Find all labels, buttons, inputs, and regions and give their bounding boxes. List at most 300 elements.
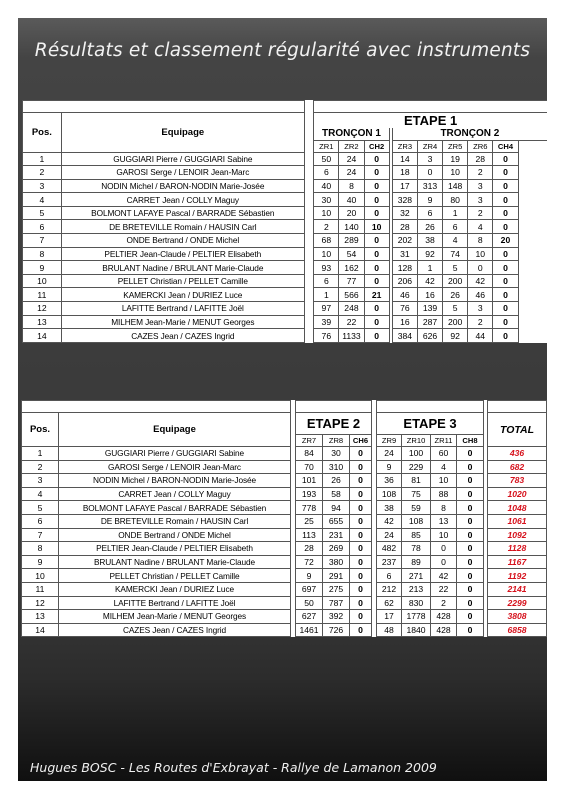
score-cell: 0 <box>364 179 389 193</box>
team-cell: GAROSI Serge / LENOIR Jean-Marc <box>61 166 304 180</box>
score-cell: 92 <box>443 329 468 343</box>
team-cell: BRULANT Nadine / BRULANT Marie-Claude <box>59 555 291 569</box>
score-cell: 0 <box>457 528 484 542</box>
score-cell: 6 <box>417 206 442 220</box>
total-cell: 2299 <box>488 596 547 610</box>
score-cell: 50 <box>314 152 339 166</box>
score-cell: 0 <box>350 514 372 528</box>
score-cell: 0 <box>493 152 518 166</box>
table-row <box>23 329 548 343</box>
score-cell: 0 <box>350 582 372 596</box>
score-cell: 4 <box>443 234 468 248</box>
score-cell: 0 <box>457 596 484 610</box>
score-cell: 9 <box>377 460 402 474</box>
page-title: Résultats et classement régularité avec instruments <box>34 40 531 61</box>
score-cell: 778 <box>296 501 323 515</box>
table-row <box>22 460 547 474</box>
score-cell: 76 <box>314 329 339 343</box>
score-cell: 77 <box>339 274 364 288</box>
team-cell: KAMERCKI Jean / DURIEZ Luce <box>61 288 304 302</box>
score-cell: 38 <box>417 234 442 248</box>
score-cell: 380 <box>323 555 350 569</box>
team-cell: BOLMONT LAFAYE Pascal / BARRADE Sébastien <box>59 501 291 515</box>
score-cell: 162 <box>339 261 364 275</box>
total-cell: 1048 <box>488 501 547 515</box>
col-header: ZR2 <box>339 140 364 152</box>
score-cell: 275 <box>323 582 350 596</box>
table-row <box>23 234 548 248</box>
score-cell: 89 <box>402 555 431 569</box>
table-row <box>23 193 548 207</box>
team-cell: PELLET Christian / PELLET Camille <box>61 274 304 288</box>
score-cell: 0 <box>364 206 389 220</box>
score-cell: 22 <box>339 315 364 329</box>
score-cell: 62 <box>377 596 402 610</box>
team-cell: LAFITTE Bertrand / LAFITTE Joël <box>59 596 291 610</box>
score-cell: 0 <box>493 315 518 329</box>
score-cell: 3 <box>468 193 493 207</box>
results-table-stage-1 <box>22 100 547 343</box>
score-cell: 0 <box>350 569 372 583</box>
score-cell: 17 <box>392 179 417 193</box>
col-header: ZR9 <box>377 435 402 447</box>
position-cell: 1 <box>22 447 59 461</box>
table-row <box>23 302 548 316</box>
table-row <box>22 501 547 515</box>
score-cell: 0 <box>350 460 372 474</box>
total-cell: 783 <box>488 474 547 488</box>
total-cell: 1128 <box>488 542 547 556</box>
score-cell: 0 <box>364 152 389 166</box>
stage-1-header: ETAPE 1 <box>314 113 547 129</box>
total-cell: 1061 <box>488 514 547 528</box>
position-cell: 5 <box>23 206 62 220</box>
score-cell: 113 <box>296 528 323 542</box>
score-cell: 200 <box>443 274 468 288</box>
col-header: CH8 <box>457 435 484 447</box>
team-cell: CARRET Jean / COLLY Maguy <box>61 193 304 207</box>
score-cell: 0 <box>493 166 518 180</box>
col-header: CH6 <box>350 435 372 447</box>
score-cell: 0 <box>493 329 518 343</box>
score-cell: 0 <box>364 166 389 180</box>
score-cell: 10 <box>314 206 339 220</box>
table-row <box>22 555 547 569</box>
total-cell: 1192 <box>488 569 547 583</box>
score-cell: 1 <box>314 288 339 302</box>
troncon-2-header: TRONÇON 2 <box>392 128 547 140</box>
score-cell: 97 <box>314 302 339 316</box>
position-cell: 5 <box>22 501 59 515</box>
score-cell: 30 <box>323 447 350 461</box>
score-cell: 28 <box>468 152 493 166</box>
score-cell: 0 <box>493 247 518 261</box>
score-cell: 38 <box>377 501 402 515</box>
score-cell: 0 <box>457 487 484 501</box>
position-cell: 11 <box>22 582 59 596</box>
score-cell: 313 <box>417 179 442 193</box>
score-cell: 24 <box>339 166 364 180</box>
total-header: TOTAL <box>488 413 547 447</box>
score-cell: 0 <box>350 474 372 488</box>
score-cell: 0 <box>457 447 484 461</box>
score-cell: 139 <box>417 302 442 316</box>
score-cell: 8 <box>468 234 493 248</box>
score-cell: 80 <box>443 193 468 207</box>
score-cell: 108 <box>377 487 402 501</box>
score-cell: 289 <box>339 234 364 248</box>
score-cell: 108 <box>402 514 431 528</box>
score-cell: 54 <box>339 247 364 261</box>
total-cell: 1092 <box>488 528 547 542</box>
score-cell: 40 <box>314 179 339 193</box>
score-cell: 88 <box>431 487 457 501</box>
position-cell: 13 <box>22 610 59 624</box>
score-cell: 0 <box>493 274 518 288</box>
score-cell: 0 <box>493 206 518 220</box>
team-cell: DE BRETEVILLE Romain / HAUSIN Carl <box>61 220 304 234</box>
score-cell: 384 <box>392 329 417 343</box>
score-cell: 0 <box>364 302 389 316</box>
score-cell: 697 <box>296 582 323 596</box>
score-cell: 0 <box>493 220 518 234</box>
col-header: ZR8 <box>323 435 350 447</box>
score-cell: 25 <box>296 514 323 528</box>
results-table-stages-2-3 <box>21 400 547 637</box>
score-cell: 6 <box>314 274 339 288</box>
position-cell: 4 <box>22 487 59 501</box>
table-row <box>23 247 548 261</box>
team-cell: DE BRETEVILLE Romain / HAUSIN Carl <box>59 514 291 528</box>
score-cell: 202 <box>392 234 417 248</box>
score-cell: 50 <box>296 596 323 610</box>
table-row <box>22 596 547 610</box>
score-cell: 60 <box>431 447 457 461</box>
table-row <box>23 261 548 275</box>
score-cell: 10 <box>431 528 457 542</box>
score-cell: 0 <box>457 514 484 528</box>
score-cell: 287 <box>417 315 442 329</box>
table-row <box>22 487 547 501</box>
col-header: ZR11 <box>431 435 457 447</box>
position-cell: 14 <box>23 329 62 343</box>
score-cell: 0 <box>457 610 484 624</box>
position-cell: 2 <box>22 460 59 474</box>
table-row <box>22 447 547 461</box>
score-cell: 213 <box>402 582 431 596</box>
score-cell: 24 <box>377 447 402 461</box>
score-cell: 4 <box>431 460 457 474</box>
score-cell: 310 <box>323 460 350 474</box>
score-cell: 0 <box>364 234 389 248</box>
table-row <box>23 288 548 302</box>
col-header: ZR5 <box>443 140 468 152</box>
score-cell: 30 <box>314 193 339 207</box>
score-cell: 830 <box>402 596 431 610</box>
score-cell: 36 <box>377 474 402 488</box>
score-cell: 5 <box>443 261 468 275</box>
position-cell: 2 <box>23 166 62 180</box>
score-cell: 0 <box>493 288 518 302</box>
position-cell: 1 <box>23 152 62 166</box>
team-cell: MILHEM Jean-Marie / MENUT Georges <box>59 610 291 624</box>
score-cell: 0 <box>493 261 518 275</box>
score-cell: 26 <box>417 220 442 234</box>
score-cell: 42 <box>417 274 442 288</box>
table-row <box>23 179 548 193</box>
table-row <box>23 152 548 166</box>
position-cell: 9 <box>22 555 59 569</box>
position-cell: 3 <box>22 474 59 488</box>
score-cell: 74 <box>443 247 468 261</box>
score-cell: 13 <box>431 514 457 528</box>
score-cell: 6 <box>377 569 402 583</box>
score-cell: 1133 <box>339 329 364 343</box>
score-cell: 212 <box>377 582 402 596</box>
score-cell: 92 <box>417 247 442 261</box>
score-cell: 42 <box>431 569 457 583</box>
score-cell: 0 <box>364 329 389 343</box>
score-cell: 0 <box>350 528 372 542</box>
total-cell: 3808 <box>488 610 547 624</box>
table-row <box>23 206 548 220</box>
position-cell: 10 <box>22 569 59 583</box>
score-cell: 787 <box>323 596 350 610</box>
score-cell: 10 <box>314 247 339 261</box>
stage-2-header: ETAPE 2 <box>296 413 372 435</box>
score-cell: 32 <box>392 206 417 220</box>
score-cell: 237 <box>377 555 402 569</box>
score-cell: 0 <box>457 582 484 596</box>
score-cell: 31 <box>392 247 417 261</box>
col-header: ZR1 <box>314 140 339 152</box>
score-cell: 231 <box>323 528 350 542</box>
score-cell: 1 <box>443 206 468 220</box>
table-row <box>23 274 548 288</box>
score-cell: 0 <box>493 193 518 207</box>
score-cell: 46 <box>392 288 417 302</box>
table-row <box>22 528 547 542</box>
results-sheet <box>18 18 547 781</box>
score-cell: 81 <box>402 474 431 488</box>
score-cell: 76 <box>392 302 417 316</box>
score-cell: 72 <box>296 555 323 569</box>
score-cell: 58 <box>323 487 350 501</box>
score-cell: 85 <box>402 528 431 542</box>
position-cell: 3 <box>23 179 62 193</box>
position-cell: 9 <box>23 261 62 275</box>
score-cell: 655 <box>323 514 350 528</box>
score-cell: 42 <box>468 274 493 288</box>
score-cell: 14 <box>392 152 417 166</box>
score-cell: 75 <box>402 487 431 501</box>
pos-header: Pos. <box>23 113 62 153</box>
score-cell: 0 <box>350 542 372 556</box>
score-cell: 0 <box>364 247 389 261</box>
score-cell: 28 <box>296 542 323 556</box>
col-header: ZR3 <box>392 140 417 152</box>
score-cell: 22 <box>431 582 457 596</box>
score-cell: 269 <box>323 542 350 556</box>
score-cell: 626 <box>417 329 442 343</box>
total-cell: 6858 <box>488 623 547 637</box>
score-cell: 0 <box>364 193 389 207</box>
total-cell: 682 <box>488 460 547 474</box>
table-row <box>22 610 547 624</box>
team-header: Equipage <box>59 413 291 447</box>
score-cell: 70 <box>296 460 323 474</box>
score-cell: 0 <box>457 555 484 569</box>
score-cell: 0 <box>457 474 484 488</box>
score-cell: 3 <box>468 179 493 193</box>
score-cell: 3 <box>468 302 493 316</box>
score-cell: 1840 <box>402 623 431 637</box>
team-cell: GAROSI Serge / LENOIR Jean-Marc <box>59 460 291 474</box>
position-cell: 13 <box>23 315 62 329</box>
team-cell: PELTIER Jean-Claude / PELTIER Elisabeth <box>59 542 291 556</box>
score-cell: 482 <box>377 542 402 556</box>
score-cell: 0 <box>431 555 457 569</box>
score-cell: 148 <box>443 179 468 193</box>
team-cell: NODIN Michel / BARON-NODIN Marie-Josée <box>59 474 291 488</box>
score-cell: 0 <box>457 569 484 583</box>
table-row <box>22 474 547 488</box>
team-cell: BOLMONT LAFAYE Pascal / BARRADE Sébastien <box>61 206 304 220</box>
score-cell: 3 <box>417 152 442 166</box>
score-cell: 101 <box>296 474 323 488</box>
score-cell: 0 <box>350 596 372 610</box>
score-cell: 0 <box>364 261 389 275</box>
table-row <box>22 542 547 556</box>
score-cell: 206 <box>392 274 417 288</box>
score-cell: 193 <box>296 487 323 501</box>
score-cell: 59 <box>402 501 431 515</box>
total-cell: 1167 <box>488 555 547 569</box>
footer-credit: Hugues BOSC - Les Routes d'Exbrayat - Rallye de Lamanon 2009 <box>30 760 437 775</box>
score-cell: 2 <box>431 596 457 610</box>
team-cell: PELLET Christian / PELLET Camille <box>59 569 291 583</box>
team-cell: CARRET Jean / COLLY Maguy <box>59 487 291 501</box>
position-cell: 6 <box>23 220 62 234</box>
score-cell: 78 <box>402 542 431 556</box>
score-cell: 5 <box>443 302 468 316</box>
col-header: ZR6 <box>468 140 493 152</box>
score-cell: 100 <box>402 447 431 461</box>
score-cell: 46 <box>468 288 493 302</box>
score-cell: 24 <box>377 528 402 542</box>
score-cell: 10 <box>364 220 389 234</box>
score-cell: 9 <box>417 193 442 207</box>
score-cell: 94 <box>323 501 350 515</box>
total-cell: 1020 <box>488 487 547 501</box>
score-cell: 1778 <box>402 610 431 624</box>
table-row <box>23 166 548 180</box>
col-header: ZR10 <box>402 435 431 447</box>
score-cell: 328 <box>392 193 417 207</box>
position-cell: 7 <box>22 528 59 542</box>
score-cell: 42 <box>377 514 402 528</box>
pos-header: Pos. <box>22 413 59 447</box>
score-cell: 0 <box>468 261 493 275</box>
team-cell: GUGGIARI Pierre / GUGGIARI Sabine <box>59 447 291 461</box>
position-cell: 4 <box>23 193 62 207</box>
score-cell: 0 <box>417 166 442 180</box>
table-row <box>23 315 548 329</box>
score-cell: 0 <box>431 542 457 556</box>
team-header: Equipage <box>61 113 304 153</box>
score-cell: 1461 <box>296 623 323 637</box>
score-cell: 20 <box>339 206 364 220</box>
score-cell: 24 <box>339 152 364 166</box>
team-cell: NODIN Michel / BARON-NODIN Marie-Josée <box>61 179 304 193</box>
col-header: CH4 <box>493 140 518 152</box>
score-cell: 392 <box>323 610 350 624</box>
position-cell: 12 <box>22 596 59 610</box>
team-cell: KAMERCKI Jean / DURIEZ Luce <box>59 582 291 596</box>
score-cell: 726 <box>323 623 350 637</box>
team-cell: CAZES Jean / CAZES Ingrid <box>61 329 304 343</box>
score-cell: 20 <box>493 234 518 248</box>
score-cell: 2 <box>468 206 493 220</box>
score-cell: 18 <box>392 166 417 180</box>
score-cell: 0 <box>457 623 484 637</box>
score-cell: 48 <box>377 623 402 637</box>
score-cell: 248 <box>339 302 364 316</box>
team-cell: LAFITTE Bertrand / LAFITTE Joël <box>61 302 304 316</box>
score-cell: 4 <box>468 220 493 234</box>
score-cell: 40 <box>339 193 364 207</box>
score-cell: 8 <box>339 179 364 193</box>
score-cell: 6 <box>314 166 339 180</box>
col-header: ZR4 <box>417 140 442 152</box>
col-header: CH2 <box>364 140 389 152</box>
score-cell: 0 <box>350 623 372 637</box>
score-cell: 0 <box>350 447 372 461</box>
score-cell: 16 <box>417 288 442 302</box>
score-cell: 26 <box>443 288 468 302</box>
team-cell: BRULANT Nadine / BRULANT Marie-Claude <box>61 261 304 275</box>
score-cell: 28 <box>392 220 417 234</box>
score-cell: 8 <box>431 501 457 515</box>
col-header: ZR7 <box>296 435 323 447</box>
score-cell: 2 <box>314 220 339 234</box>
score-cell: 0 <box>457 501 484 515</box>
score-cell: 17 <box>377 610 402 624</box>
score-cell: 2 <box>468 166 493 180</box>
table-row <box>23 220 548 234</box>
score-cell: 26 <box>323 474 350 488</box>
team-cell: MILHEM Jean-Marie / MENUT Georges <box>61 315 304 329</box>
position-cell: 8 <box>22 542 59 556</box>
total-cell: 436 <box>488 447 547 461</box>
score-cell: 0 <box>364 315 389 329</box>
table-header-row <box>22 413 547 435</box>
table-top-spacer <box>23 101 548 113</box>
score-cell: 0 <box>493 179 518 193</box>
score-cell: 428 <box>431 610 457 624</box>
score-cell: 84 <box>296 447 323 461</box>
score-cell: 128 <box>392 261 417 275</box>
score-cell: 10 <box>431 474 457 488</box>
position-cell: 7 <box>23 234 62 248</box>
table-row <box>22 569 547 583</box>
score-cell: 44 <box>468 329 493 343</box>
team-cell: GUGGIARI Pierre / GUGGIARI Sabine <box>61 152 304 166</box>
score-cell: 2 <box>468 315 493 329</box>
team-cell: ONDE Bertrand / ONDE Michel <box>61 234 304 248</box>
score-cell: 428 <box>431 623 457 637</box>
table-row <box>22 582 547 596</box>
